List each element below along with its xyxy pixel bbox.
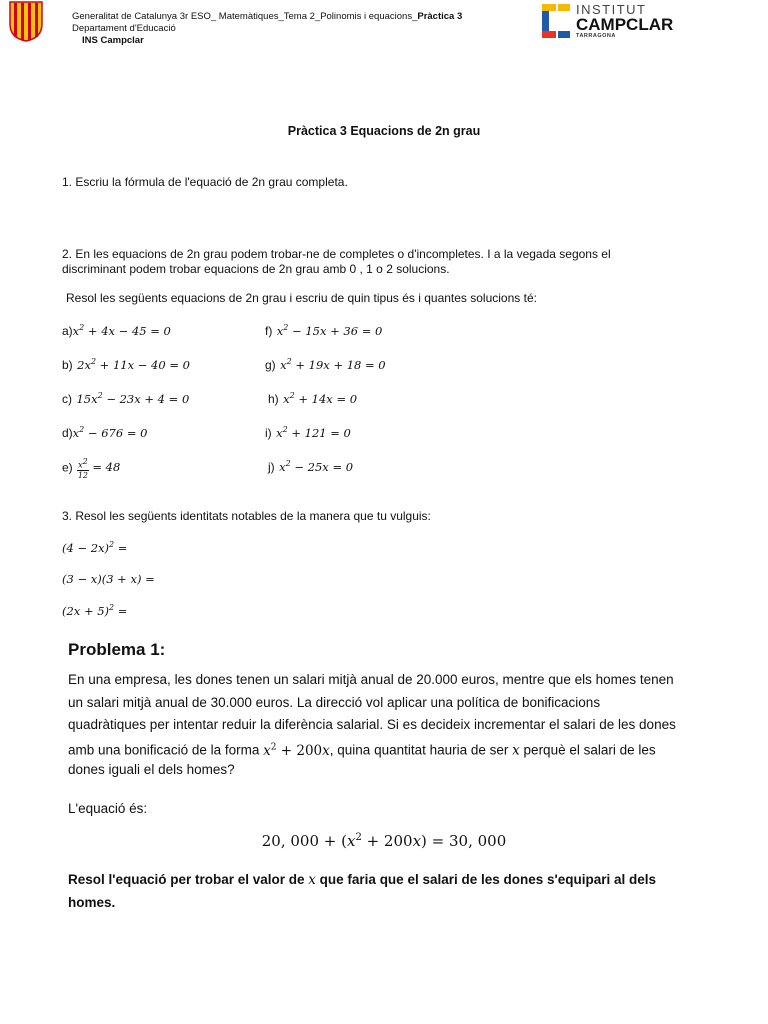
question-2-instruction: Resol les següents equacions de 2n grau i escriu de quin tipus és i quantes solucions té:: [66, 291, 537, 305]
question-2-line-1: 2. En les equacions de 2n grau podem trobar-ne de completes o d'incompletes. I a la vegada segons el: [62, 247, 611, 261]
problem-line-4: amb una bonificació de la forma $x^2 + 200x$, quina quantitat hauria de ser x perquè el salari de les: [68, 742, 656, 759]
equation-h: h) $x^2 + 14x = 0$: [268, 391, 358, 406]
identity-3: $(2x + 5)^2$ =: [62, 603, 128, 618]
problem-line-5: dones iguali el dels homes?: [68, 762, 235, 777]
problem-equation: 20, $000 + (x^2 + 200x) = 30$, 000: [261, 832, 507, 850]
problem-title: Problema 1:: [68, 640, 166, 659]
campclar-mark-icon: [540, 2, 572, 40]
equation-a: $a)x^2 + 4x - 45 = 0$: [62, 323, 171, 338]
equation-g: g) $x^2 + 19x + 18 = 0$: [265, 357, 386, 372]
equation-j: j) $x^2 - 25x = 0$: [268, 459, 354, 474]
header-line-2: Departament d'Educació: [72, 23, 176, 34]
logo-sub-text: TARRAGONA: [576, 33, 616, 39]
equation-label: L'equació és:: [68, 801, 148, 816]
equation-d: $d)x^2 - 676 = 0$: [62, 425, 148, 440]
header-line-3: INS Campclar: [82, 35, 144, 46]
logo-top-text: INSTITUT: [576, 2, 647, 17]
institut-campclar-logo: [540, 2, 690, 42]
page-title: Pràctica 3 Equacions de 2n grau: [287, 124, 481, 138]
equation-b: b) $2x^2 + 11x - 40 = 0$: [62, 357, 190, 372]
equation-e: e) $\frac{x^2}{12}$ = 48: [62, 457, 121, 480]
header-line-1: Generalitat de Catalunya 3r ESO_ Matemàtiques_Tema 2_Polinomis i equacions_Pràctica 3: [72, 11, 463, 22]
resol-line-2: homes.: [68, 895, 116, 910]
problem-line-2: un salari mitjà anual de 30.000 euros. La direcció vol aplicar una política de bonificacions: [68, 695, 601, 710]
question-3-instruction: 3. Resol les següents identitats notables de la manera que tu vulguis:: [62, 509, 431, 523]
question-2-line-2: discriminant podem trobar equacions de 2n grau amb 0 , 1 o 2 solucions.: [62, 262, 450, 276]
identity-2: (3 − x)(3 + x) =: [62, 572, 155, 586]
question-1: 1. Escriu la fórmula de l'equació de 2n grau completa.: [62, 175, 348, 189]
generalitat-logo: [8, 0, 44, 42]
resol-line-1: Resol l'equació per trobar el valor de x que faria que el salari de les dones s'equipari al dels: [68, 872, 657, 888]
identity-1: $(4 - 2x)^2$ =: [62, 540, 128, 555]
equation-c: c) $15x^2 - 23x + 4 = 0$: [62, 391, 190, 406]
problem-line-1: En una empresa, les dones tenen un salari mitjà anual de 20.000 euros, mentre que els homes tenen: [68, 672, 674, 687]
problem-line-3: quadràtiques per intentar reduir la diferència salarial. Si es decideix incrementar el salari de les dones: [68, 717, 676, 732]
equation-f: f) $x^2 - 15x + 36 = 0$: [265, 323, 383, 338]
equation-i: i) $x^2 + 121 = 0$: [265, 425, 351, 440]
logo-main-text: CAMPCLAR: [576, 15, 674, 34]
